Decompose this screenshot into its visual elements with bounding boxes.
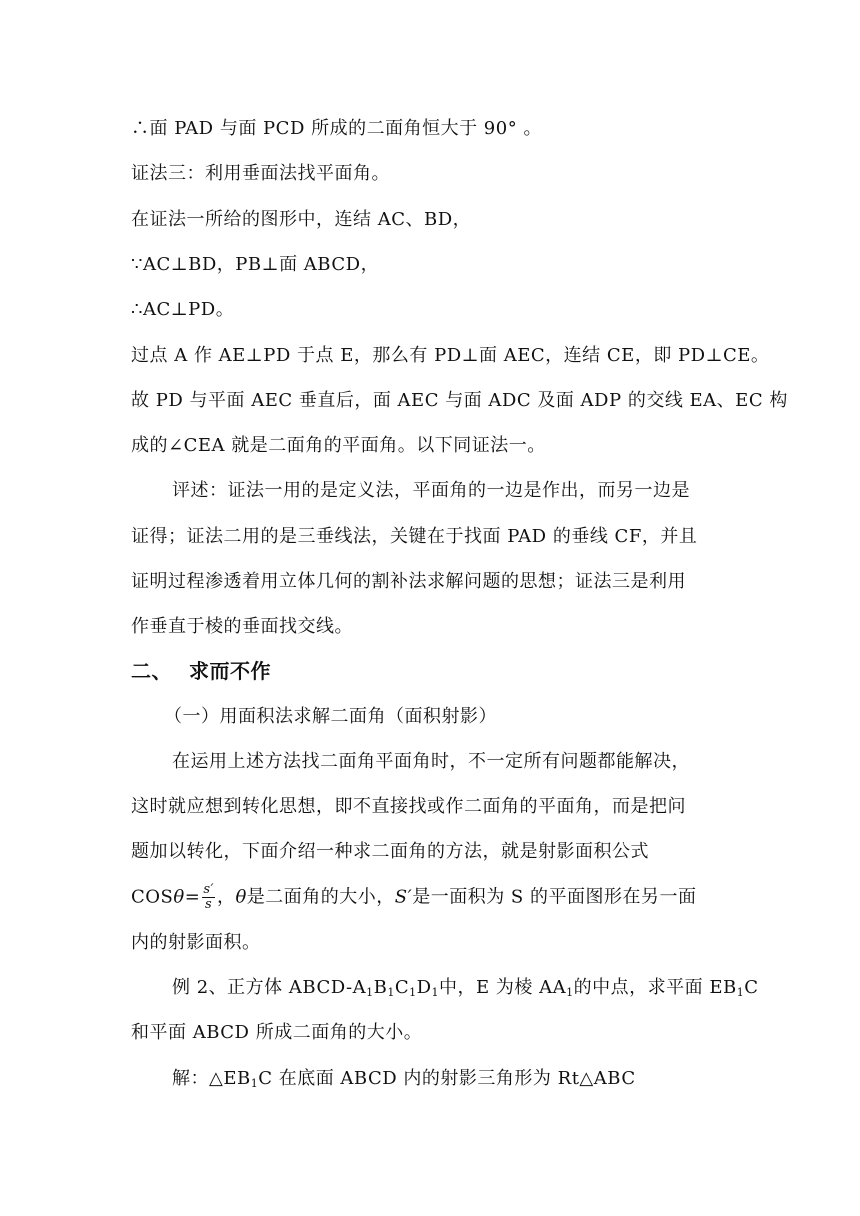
section-number: 二、 — [131, 659, 172, 683]
text-line: 这时就应想到转化思想，即不直接找或作二面角的平面角，而是把问 — [131, 796, 686, 817]
area-ratio-fraction: $\frac{s'}{s}$ — [203, 882, 214, 912]
section-title: 求而不作 — [189, 659, 271, 683]
formula-line: COSθ= $\frac{s'}{s}$ ，θ是二面角的大小，S′是一面积为 S 的平面图形在另一面 — [131, 882, 697, 912]
text-line: 成的∠CEA 就是二面角的平面角。以下同证法一。 — [131, 435, 546, 456]
theta-symbol: θ — [173, 886, 185, 908]
text-line: 和平面 ABCD 所成二面角的大小。 — [131, 1022, 423, 1043]
text-line: 过点 A 作 AE⊥PD 于点 E，那么有 PD⊥面 AEC，连结 CE，即 PD⊥CE。 — [131, 345, 770, 366]
section-heading — [131, 659, 731, 683]
text-line: 作垂直于棱的垂面找交线。 — [131, 616, 353, 637]
text-line: 证明过程渗透着用立体几何的割补法求解问题的思想；证法三是利用 — [131, 571, 686, 592]
s-prime-symbol: S′ — [394, 886, 413, 908]
text-line: 证得；证法二用的是三垂线法，关键在于找面 PAD 的垂线 CF，并且 — [131, 526, 698, 547]
text-line: 证法三：利用垂面法找平面角。 — [131, 163, 390, 184]
solution-line: 解：$\triangle EB_1C$ 在底面 ABCD 内的射影三角形为 Rt△ABC — [172, 1068, 636, 1090]
text-line: 题加以转化，下面介绍一种求二面角的方法，就是射影面积公式 — [131, 841, 649, 862]
text-line: 内的射影面积。 — [131, 932, 261, 953]
theta-symbol: θ — [235, 886, 247, 908]
text-line: 评述：证法一用的是定义法，平面角的一边是作出，而另一边是 — [172, 480, 690, 501]
text-line: 在运用上述方法找二面角平面角时，不一定所有问题都能解决， — [172, 751, 690, 772]
text-line: 在证法一所给的图形中，连结 AC、BD， — [131, 209, 472, 230]
text-line: ∵AC⊥BD，PB⊥面 ABCD， — [131, 254, 380, 275]
text-line: 故 PD 与平面 AEC 垂直后，面 AEC 与面 ADC 及面 ADP 的交线 EA、EC 构 — [131, 390, 788, 411]
text-line: ∴面 PAD 与面 PCD 所成的二面角恒大于 90° 。 — [131, 118, 542, 139]
example-line: 例 2、正方体 ABCD-$A_1B_1C_1D_1$中，E 为棱 $AA_1$的中点，求平面 $EB_1C$ — [172, 977, 759, 999]
text-line: ∴AC⊥PD。 — [131, 299, 235, 320]
subsection-heading: （一）用面积法求解二面角（面积射影） — [164, 706, 497, 727]
